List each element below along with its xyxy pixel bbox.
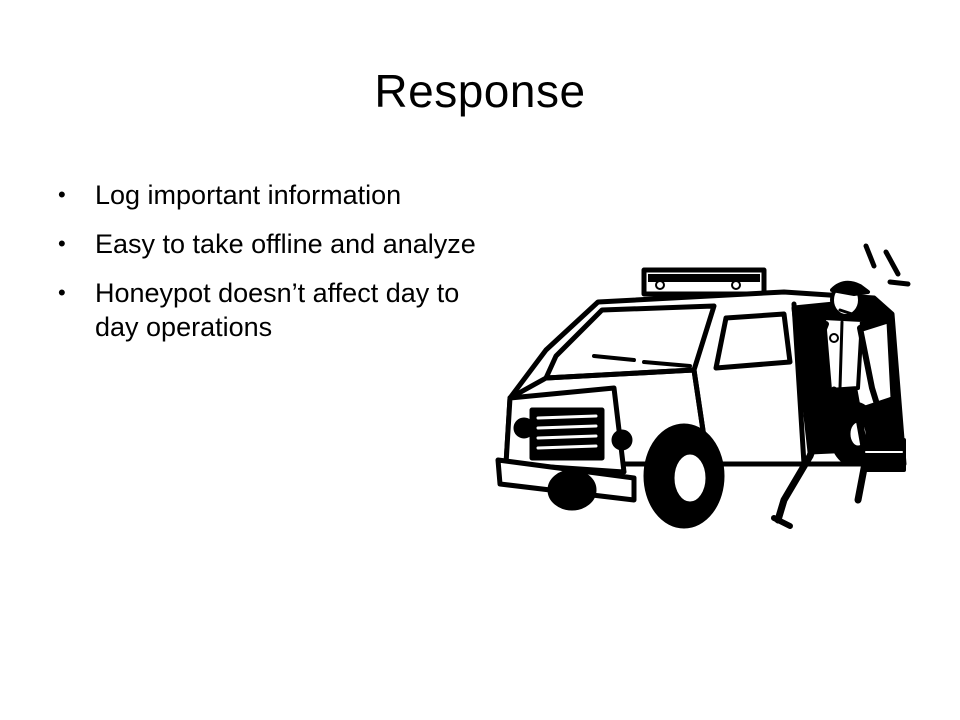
bullet-list bbox=[58, 178, 478, 359]
bullet-dot: • bbox=[58, 231, 66, 256]
bullet-item bbox=[58, 178, 478, 212]
bullet-dot: • bbox=[58, 280, 66, 305]
bullet-dot: • bbox=[58, 182, 66, 207]
slide-title: Response bbox=[374, 65, 586, 117]
van-technician-clipart-icon bbox=[494, 238, 926, 532]
bullet-text: Honeypot doesn’t affect day to day operations bbox=[95, 278, 460, 342]
bullet-text: Log important information bbox=[95, 180, 402, 210]
bullet-item bbox=[58, 227, 478, 261]
bullet-item bbox=[58, 276, 478, 344]
bullet-text: Easy to take offline and analyze bbox=[95, 229, 476, 259]
